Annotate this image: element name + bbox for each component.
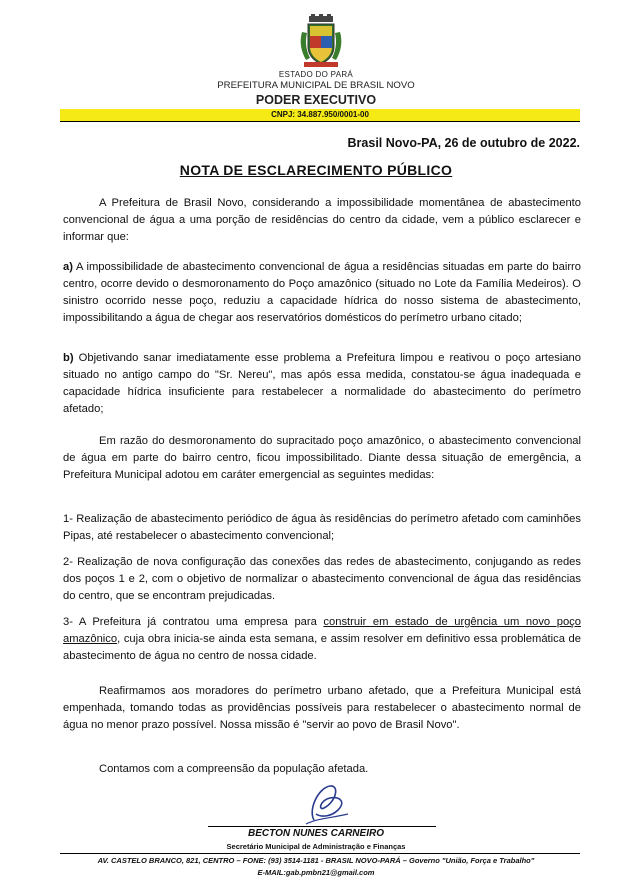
footer-address: AV. CASTELO BRANCO, 821, CENTRO – FONE: (93) 3514-1181 - BRASIL NOVO-PARÁ – Governo "União, Força e Trabalho" bbox=[97, 856, 535, 865]
closing-paragraph: Contamos com a compreensão da população afetada. bbox=[99, 763, 369, 775]
item-a-text: A impossibilidade de abastecimento convencional de água a residências situadas em parte do bairro centro, ocorre devido o desmoronamento do Poço amazônico (situado no Lote da Família Medeiros). O sinistro ocorrido nesse poço, reduziu a capacidade hídrica do nosso sistema de abastecimento, impossibilitando a água de chegar aos reservatórios domésticos do perímetro urbano citado; bbox=[63, 261, 581, 324]
measure-3-underlined: construir em estado de urgência um novo poço amazônico bbox=[63, 616, 581, 645]
municipal-crest-icon bbox=[296, 14, 346, 72]
header-cnpj-bar: CNPJ: 34.887.950/0001-00 bbox=[60, 109, 580, 122]
item-b-paragraph bbox=[63, 350, 581, 418]
measure-3-paragraph bbox=[63, 614, 581, 665]
item-b-label: b) bbox=[63, 352, 74, 364]
document-title: NOTA DE ESCLARECIMENTO PÚBLICO bbox=[179, 162, 453, 178]
footer-email: E-MAIL:gab.pmbn21@gmail.com bbox=[257, 868, 375, 877]
emergency-paragraph: Em razão do desmoronamento do supracitado poço amazônico, o abastecimento convencional de água em parte do bairro centro, ficou impossibilitado. Diante dessa situação de emergência, a Prefeitura Municipal adotou em caráter emergencial as seguintes medidas: bbox=[63, 435, 581, 481]
signature-line bbox=[208, 826, 436, 827]
header-municipality: PREFEITURA MUNICIPAL DE BRASIL NOVO bbox=[217, 80, 415, 91]
signatory-role: Secretário Municipal de Administração e Finanças bbox=[226, 842, 406, 851]
item-b-text: Objetivando sanar imediatamente esse problema a Prefeitura limpou e reativou o poço artesiano situado no antigo campo do "Sr. Nereu", mas após essa medida, constatou-se água inadequada e capacidade hídrica insuficiente para restabelecer a normalidade do abastecimento do perímetro afetado; bbox=[63, 352, 582, 415]
handwritten-signature-icon bbox=[300, 780, 354, 828]
measure-3-text-post: , cuja obra inicia-se ainda esta semana, e assim resolver em definitivo essa problemática de abastecimento de água no centro de nossa cidade. bbox=[63, 633, 581, 662]
reaffirm-paragraph: Reafirmamos aos moradores do perímetro urbano afetado, que a Prefeitura Municipal está empenhada, tomando todas as providências possíveis para restabelecer o abastecimento normal de água no menor prazo possível. Nossa missão é "servir ao povo de Brasil Novo". bbox=[63, 685, 581, 731]
date-line: Brasil Novo-PA, 26 de outubro de 2022. bbox=[347, 136, 580, 150]
header-state: ESTADO DO PARÁ bbox=[278, 70, 354, 79]
signatory-name: BECTON NUNES CARNEIRO bbox=[248, 828, 384, 839]
measure-3-text-pre: 3- A Prefeitura já contratou uma empresa para bbox=[63, 616, 324, 628]
intro-paragraph: A Prefeitura de Brasil Novo, considerando a impossibilidade momentânea de abastecimento convencional de água a uma porção de residências do centro da cidade, vem a público esclarecer e informar que: bbox=[63, 197, 581, 243]
item-a-paragraph bbox=[63, 259, 581, 327]
measure-2-paragraph: 2- Realização de nova configuração das conexões das redes de abastecimento, conjugando as redes dos poços 1 e 2, com o objetivo de normalizar o abastecimento convencional de água das residências do centro, que se encontram prejudicadas. bbox=[63, 556, 581, 602]
header-branch: PODER EXECUTIVO bbox=[255, 93, 377, 107]
measure-1-paragraph: 1- Realização de abastecimento periódico de água às residências do perímetro afetado com caminhões Pipas, até restabelecer o abastecimento convencional; bbox=[63, 513, 581, 542]
item-a-label: a) bbox=[63, 261, 73, 273]
footer-divider bbox=[60, 853, 580, 854]
